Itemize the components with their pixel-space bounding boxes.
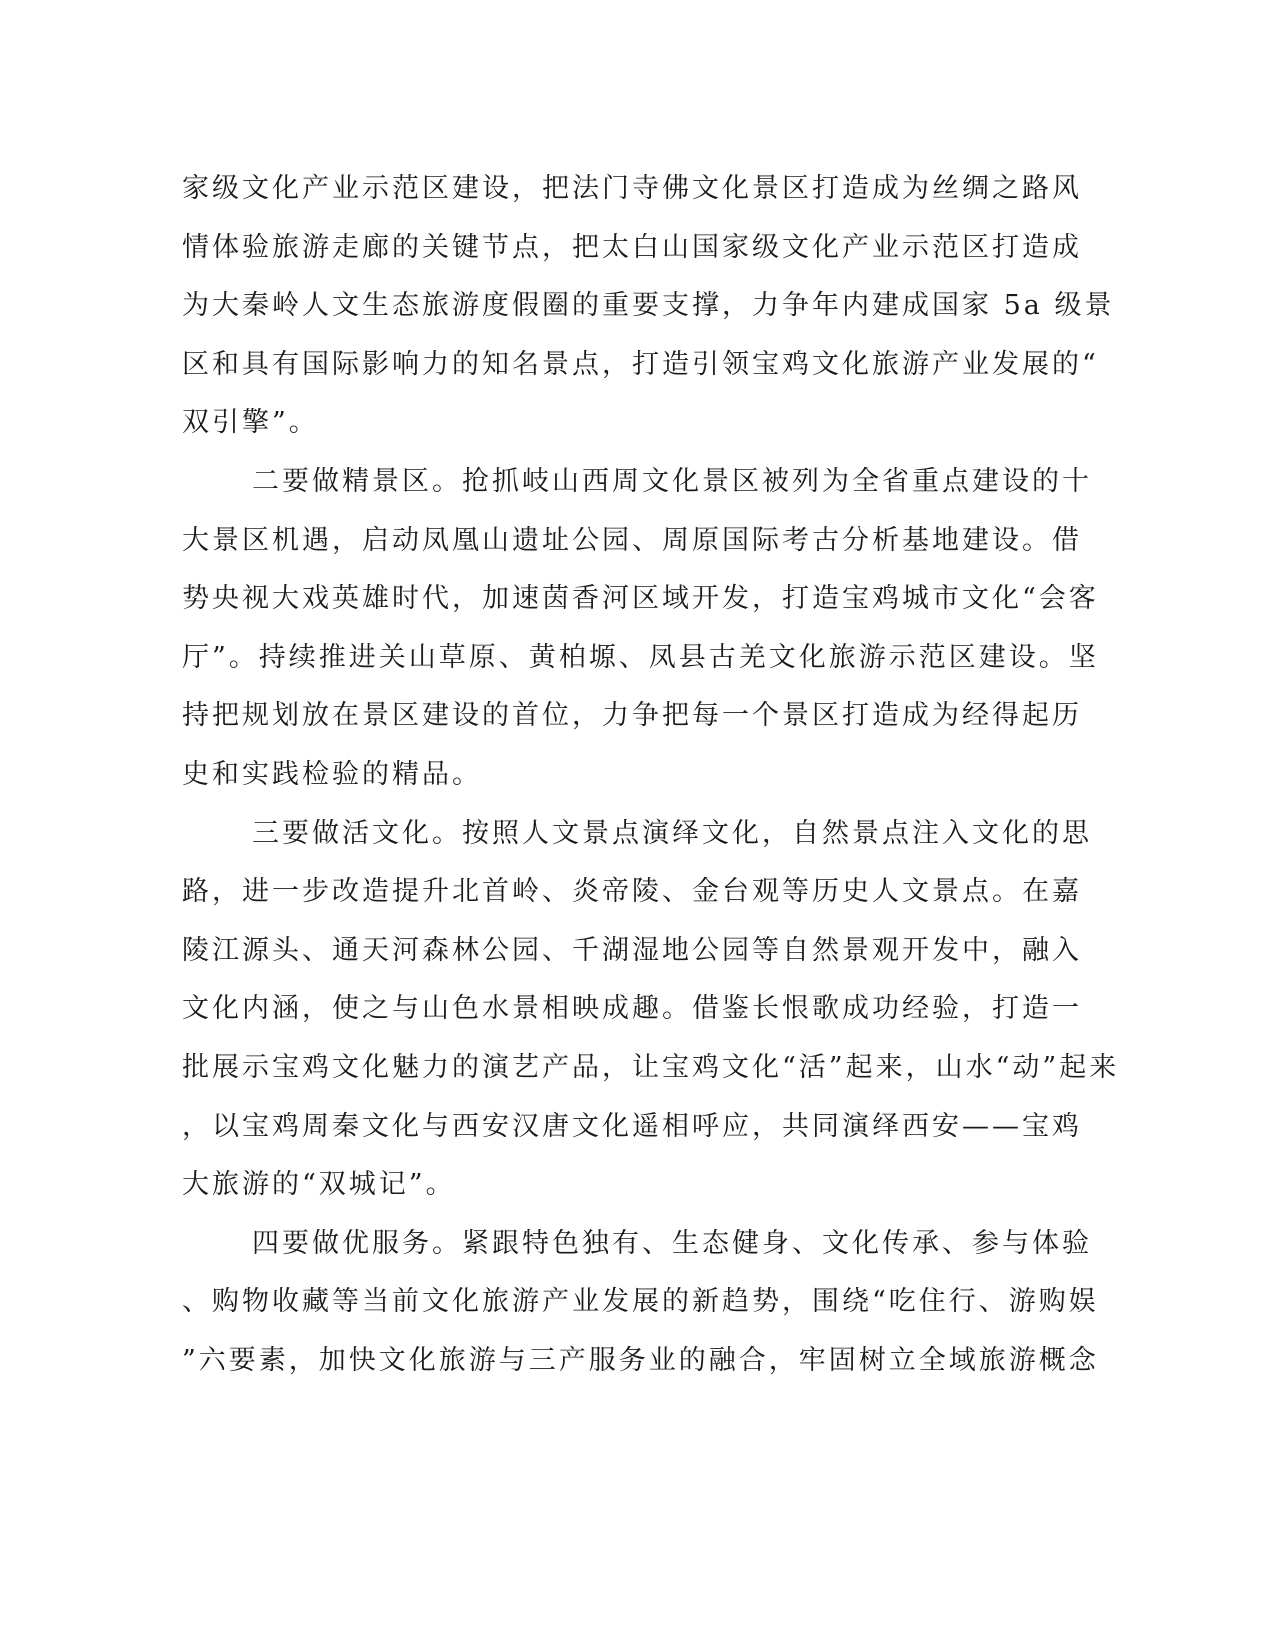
text-line-10: 持把规划放在景区建设的首位，力争把每一个景区打造成为经得起历	[182, 700, 1082, 732]
text-line-15: 文化内涵，使之与山色水景相映成趣。借鉴长恨歌成功经验，打造一	[182, 993, 1082, 1025]
text-line-8: 势央视大戏英雄时代，加速茵香河区域开发，打造宝鸡城市文化“会客	[182, 583, 1099, 615]
text-line-14: 陵江源头、通天河森林公园、千湖湿地公园等自然景观开发中，融入	[182, 934, 1082, 966]
paragraph-3-start: 三要做活文化。按照人文景点演绎文化，自然景点注入文化的思	[252, 817, 1092, 849]
text-line-4: 区和具有国际影响力的知名景点，打造引领宝鸡文化旅游产业发展的“	[182, 348, 1099, 380]
text-line-1: 家级文化产业示范区建设，把法门寺佛文化景区打造成为丝绸之路风	[182, 173, 1082, 204]
paragraph-4-start: 四要做优服务。紧跟特色独有、生态健身、文化传承、参与体验	[252, 1227, 1092, 1259]
text-line-20: 、购物收藏等当前文化旅游产业发展的新趋势，围绕“吃住行、游购娱	[182, 1286, 1099, 1318]
text-line-16: 批展示宝鸡文化魅力的演艺产品，让宝鸡文化“活”起来，山水“动”起来	[182, 1051, 1120, 1083]
text-line-21: ”六要素，加快文化旅游与三产服务业的融合，牢固树立全域旅游概念	[182, 1344, 1099, 1376]
text-line-7: 大景区机遇，启动凤凰山遗址公园、周原国际考古分析基地建设。借	[182, 524, 1082, 556]
paragraph-2-start: 二要做精景区。抢抓岐山西周文化景区被列为全省重点建设的十	[252, 465, 1092, 497]
text-line-11: 史和实践检验的精品。	[182, 758, 482, 790]
body-text	[182, 160, 1120, 1390]
text-line-5: 双引擎”。	[182, 407, 319, 439]
text-line-13: 路，进一步改造提升北首岭、炎帝陵、金台观等历史人文景点。在嘉	[182, 876, 1082, 908]
text-line-2: 情体验旅游走廊的关键节点，把太白山国家级文化产业示范区打造成	[182, 231, 1082, 263]
text-line-17: ，以宝鸡周秦文化与西安汉唐文化遥相呼应，共同演绎西安——宝鸡	[182, 1110, 1082, 1142]
text-line-3: 为大秦岭人文生态旅游度假圈的重要支撑，力争年内建成国家 5a 级景	[182, 290, 1115, 322]
text-line-9: 厅”。持续推进关山草原、黄柏塬、凤县古羌文化旅游示范区建设。坚	[182, 641, 1099, 673]
text-line-18: 大旅游的“双城记”。	[182, 1169, 456, 1201]
